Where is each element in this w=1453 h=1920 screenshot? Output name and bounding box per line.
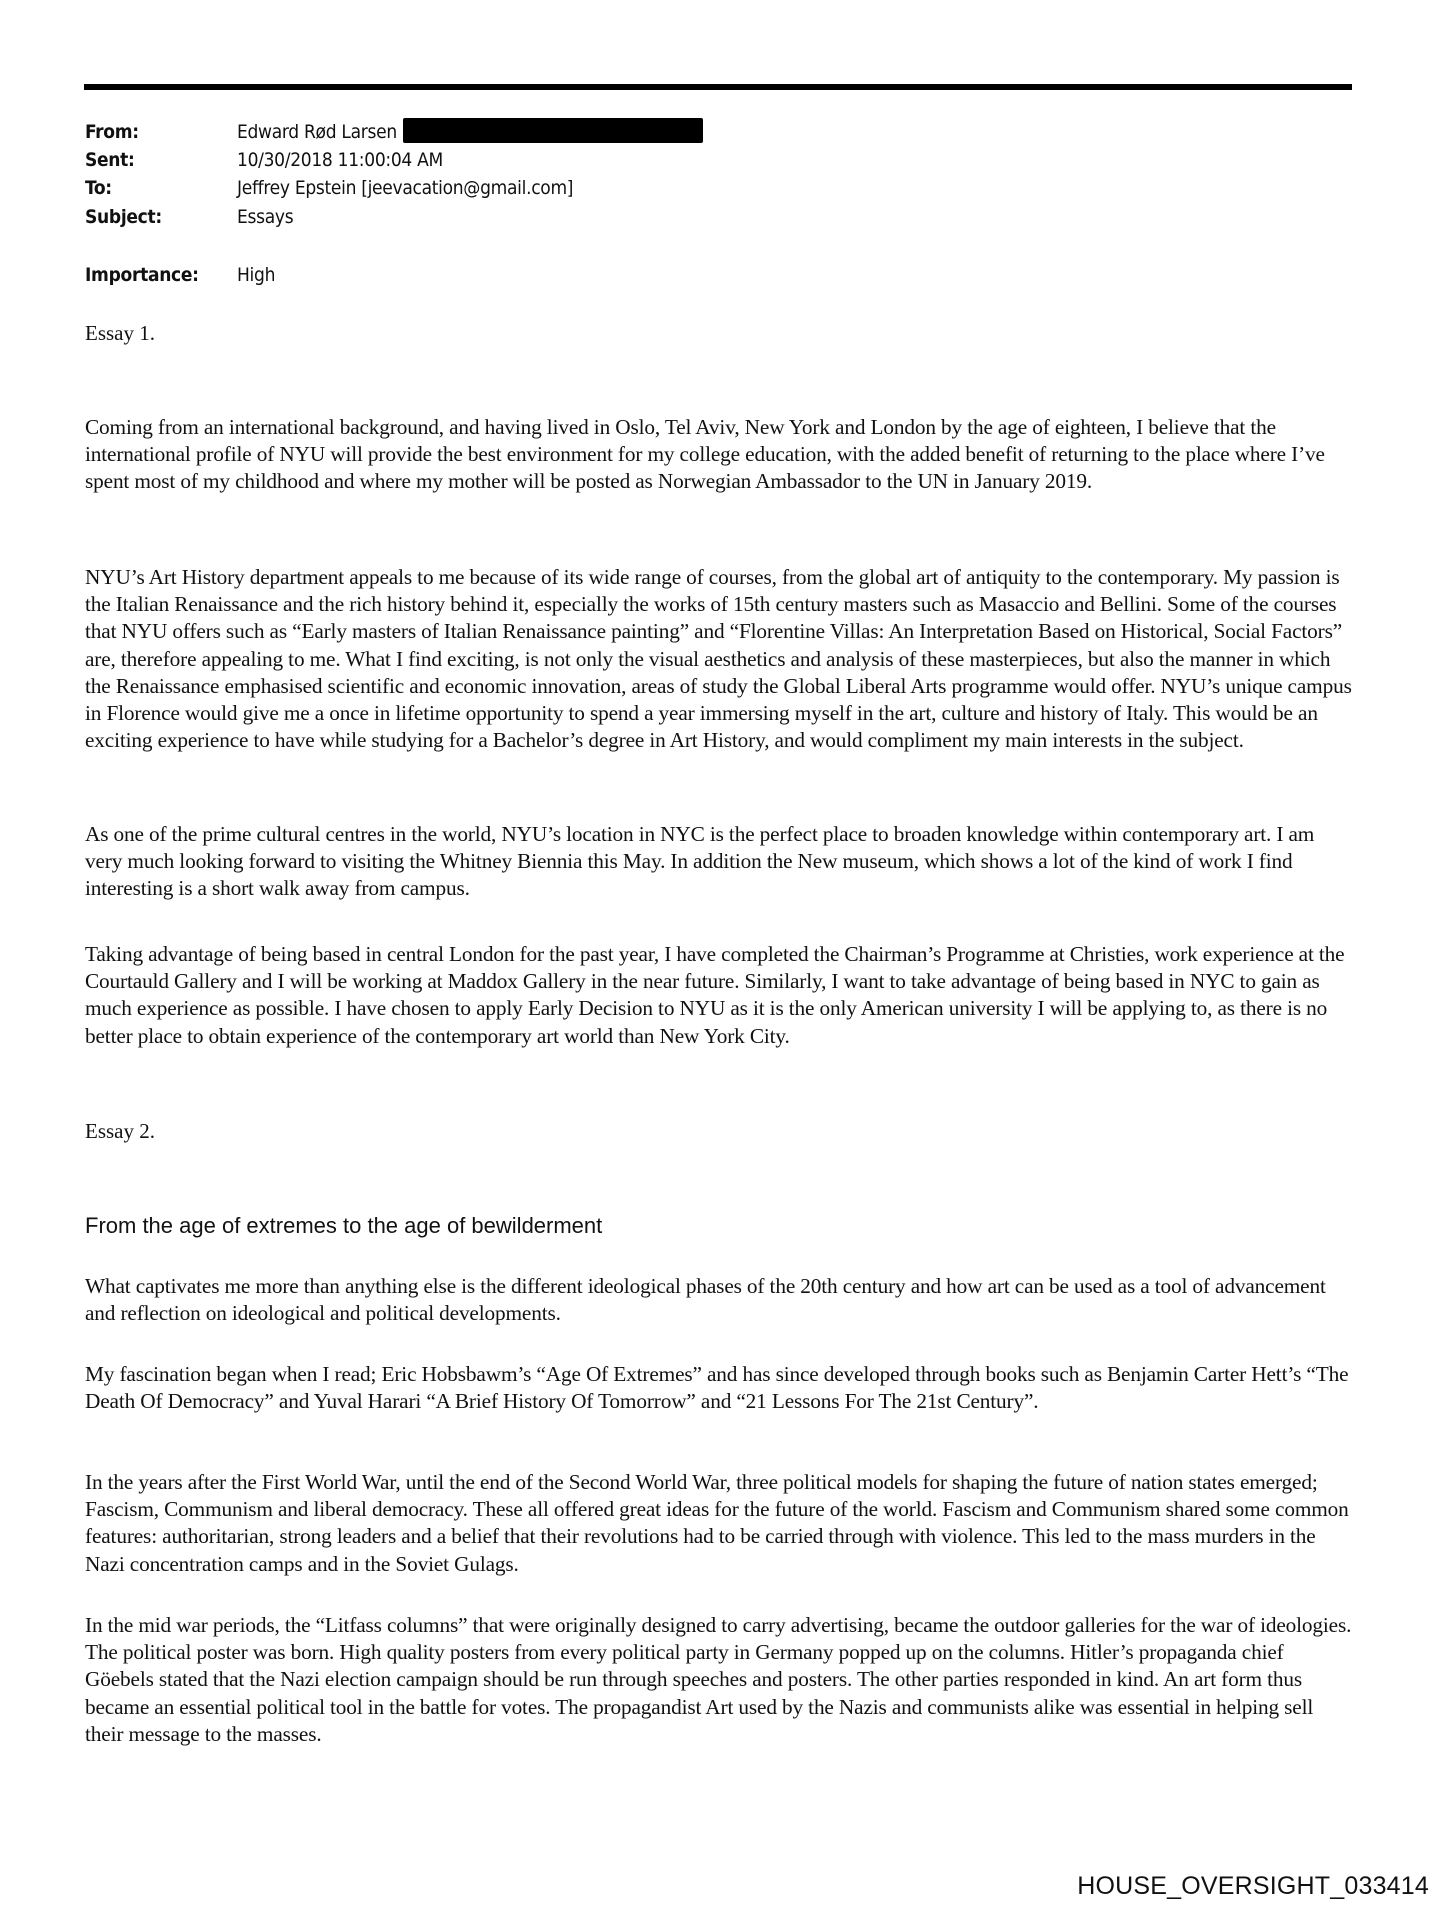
essay-1-paragraph: Taking advantage of being based in central London for the past year, I have completed the Chairman’s Programme at Christies, work experience at the Courtauld Gallery and I will be working at Maddox Gallery in the near future. Similarly, I want to take advantage of being based in NYC to gain as much experience as possible. I have chosen to apply Early Decision to NYU as it is the only American university I will be applying to, as there is no better place to obtain experience of the contemporary art world than New York City. xyxy=(85,942,1345,1048)
header-rule xyxy=(84,84,1352,90)
to-label: To: xyxy=(85,177,112,199)
essay-1-paragraph: NYU’s Art History department appeals to me because of its wide range of courses, from the global art of antiquity to the contemporary. My passion is the Italian Renaissance and the rich history behind it, especially the works of 15th century masters such as Masaccio and Bellini. Some of the courses that NYU offers such as “Early masters of Italian Renaissance painting” and “Florentine Villas: An Interpretation Based on Historical, Social Factors” are, therefore appealing to me. What I find exciting, is not only the visual aesthetics and analysis of these masterpieces, but also the manner in which the Renaissance emphasised scientific and economic innovation, areas of study the Global Liberal Arts programme would offer. NYU’s unique campus in Florence would give me a once in lifetime opportunity to spend a year immersing myself in the art, culture and history of Italy. This would be an exciting experience to have while studying for a Bachelor’s degree in Art History, and would compliment my main interests in the subject. xyxy=(85,565,1352,753)
subject-value: Essays xyxy=(237,206,294,228)
essay-1-paragraph: Coming from an international background, and having lived in Oslo, Tel Aviv, New York and London by the age of eighteen, I believe that the international profile of NYU will provide the best environment for my college education, with the added benefit of returning to the place where I’ve spent most of my childhood and where my mother will be posted as Norwegian Ambassador to the UN in January 2019. xyxy=(85,415,1325,494)
from-label: From: xyxy=(85,121,139,143)
essay-2-paragraph: In the years after the First World War, until the end of the Second World War, three political models for shaping the future of nation states emerged; Fascism, Communism and liberal democracy. These all offered great ideas for the future of the world. Fascism and Communism shared some common features: authoritarian, strong leaders and a belief that their revolutions had to be carried through with violence. This led to the mass murders in the Nazi concentration camps and in the Soviet Gulags. xyxy=(85,1470,1349,1576)
importance-value: High xyxy=(237,264,276,286)
essay-2-title: From the age of extremes to the age of bewilderment xyxy=(85,1213,603,1238)
subject-label: Subject: xyxy=(85,206,162,228)
importance-label: Importance: xyxy=(85,264,199,286)
to-value: Jeffrey Epstein [jeevacation@gmail.com] xyxy=(237,177,574,199)
essay-1-paragraph: As one of the prime cultural centres in the world, NYU’s location in NYC is the perfect place to broaden knowledge within contemporary art. I am very much looking forward to visiting the Whitney Biennia this May. In addition the New museum, which shows a lot of the kind of work I find interesting is a short walk away from campus. xyxy=(85,822,1315,901)
essay-2-paragraph: What captivates me more than anything else is the different ideological phases of the 20th century and how art can be used as a tool of advancement and reflection on ideological and political developments. xyxy=(85,1274,1326,1326)
sent-label: Sent: xyxy=(85,149,135,171)
essay-2-paragraph: My fascination began when I read; Eric Hobsbawm’s “Age Of Extremes” and has since developed through books such as Benjamin Carter Hett’s “The Death Of Democracy” and Yuval Harari “A Brief History Of Tomorrow” and “21 Lessons For The 21st Century”. xyxy=(85,1362,1349,1414)
from-value-wrap xyxy=(237,118,703,146)
essay-2-paragraph: In the mid war periods, the “Litfass columns” that were originally designed to carry advertising, became the outdoor galleries for the war of ideologies. The political poster was born. High quality posters from every political party in Germany popped up on the columns. Hitler’s propaganda chief Göebels stated that the Nazi election campaign should be run through speeches and posters. The other parties responded in kind. An art form thus became an essential political tool in the battle for votes. The propagandist Art used by the Nazis and communists alike was essential in helping sell their message to the masses. xyxy=(85,1613,1352,1746)
from-value: Edward Rød Larsen xyxy=(237,121,397,143)
sent-value: 10/30/2018 11:00:04 AM xyxy=(237,149,443,171)
bates-number: HOUSE_OVERSIGHT_033414 xyxy=(1077,1872,1429,1900)
redaction-box xyxy=(403,118,703,143)
essay-2-label: Essay 2. xyxy=(85,1119,155,1143)
essay-1-label: Essay 1. xyxy=(85,321,155,345)
